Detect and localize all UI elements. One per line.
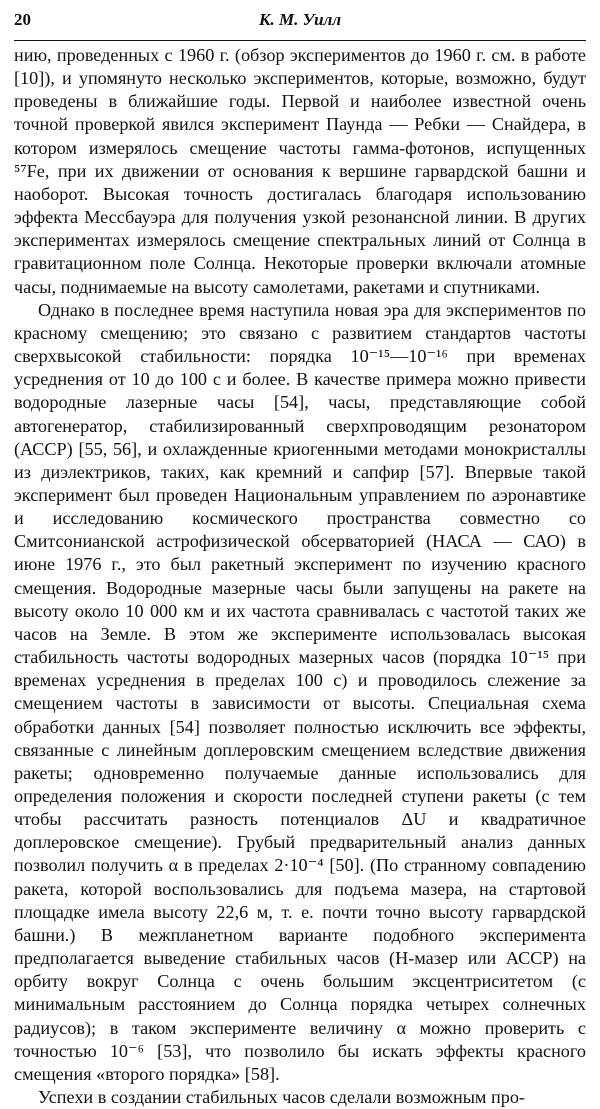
running-head: К. М. Уилл — [258, 10, 342, 29]
header-rule — [14, 40, 586, 41]
page-header — [14, 10, 586, 36]
page-number: 20 — [14, 10, 31, 29]
paragraph-3: Успехи в создании стабильных часов сделали возможным про- — [38, 1087, 525, 1108]
paragraph-2: Однако в последнее время наступила новая эра для экспериментов по красному смещению; это связано с развитием стандартов частоты сверхвысокой стабильности: порядка 10⁻¹⁵—10⁻¹⁶ при временах усреднения от 10 до 100 с и более. В качестве примера можно привести водородные лазерные часы [54], часы, представляющие собой автогенератор, стабилизированный сверхпроводящим резонатором (АССР) [55, 56], и охлажденные криогенными методами монокристаллы из диэлектриков, таких, как кремний и сапфир [57]. Впервые такой эксперимент был проведен Национальным управлением по аэронавтике и исследованию космического пространства совместно со Смитсонианской астрофизической обсерваторией (НАСА — САО) в июне 1976 г., это был ракетный эксперимент по изучению красного смещения. Водородные мазерные часы были запущены на ракете на высоту около 10 000 км и их частота сравнивалась с частотой таких же часов на Земле. В этом же эксперименте использовалась высокая стабильность частоты водородных мазерных часов (порядка 10⁻¹⁵ при временах усреднения в пределах 100 с) и проводилось слежение за смещением частоты в зависимости от высоты. Специальная схема обработки данных [54] позволяет полностью исключить все эффекты, связанные с линейным доплеровским смещением вследствие движения ракеты; одновременно получаемые данные использовались для определения положения и скорости последней ступени ракеты (с тем чтобы рассчитать разность потенциалов ΔU и квадратичное доплеровское смещение). Грубый предварительный анализ данных позволил получить α в пределах 2·10⁻⁴ [50]. (По странному совпадению ракета, которой воспользовались для подъема мазера, на стартовой площадке имела высоту 22,6 м, т. е. почти точно высоту гарвардской башни.) В межпланетном варианте подобного эксперимента предполагается выведение стабильных часов (H-мазер или АССР) на орбиту вокруг Солнца с очень большим эксцентриситетом (с минимальным расстоянием до Солнца порядка четырех солнечных радиусов); в таком эксперименте величину α можно проверить с точностью 10⁻⁶ [53], что позволило бы искать эффекты красного смещения «второго порядка» [58]. — [14, 299, 586, 1084]
paragraph-1: нию, проведенных с 1960 г. (обзор экспериментов до 1960 г. см. в работе [10]), и упомянуто несколько экспериментов, которые, возможно, будут проведены в ближайшие годы. Первой и наиболее известной очень точной проверкой явился эксперимент Паунда — Ребки — Снайдера, в котором измерялось смещение частоты гамма-фотонов, испущенных ⁵⁷Fe, при их движении от основания к вершине гарвардской башни и наоборот. Высокая точность достигалась благодаря использованию эффекта Мессбауэра для получения узкой резонансной линии. В других экспериментах измерялось смещение спектральных линий от Солнца в гравитационном поле Солнца. Некоторые проверки включали атомные часы, поднимаемые на высоту самолетами, ракетами и спутниками. — [14, 45, 586, 297]
body-text — [14, 44, 586, 1109]
